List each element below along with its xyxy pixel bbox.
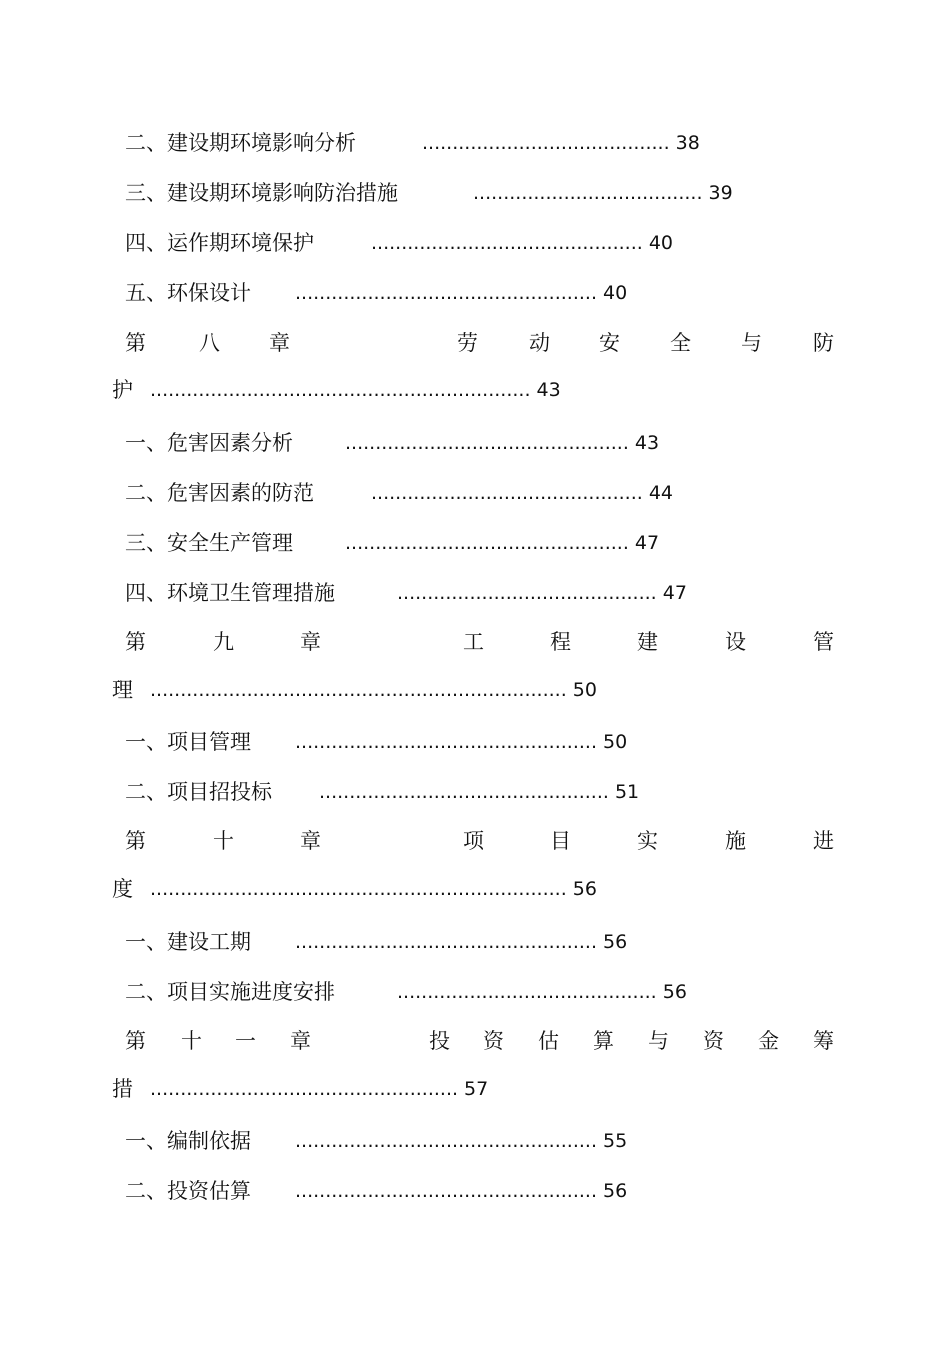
chapter-char: 安 bbox=[599, 331, 620, 355]
toc-entry-title: 一、项目管理 bbox=[125, 730, 251, 754]
toc-chapter-continuation[interactable] bbox=[112, 1074, 489, 1104]
toc-entry-leader-page: .................................................. 40 bbox=[295, 282, 628, 304]
chapter-char: 章 bbox=[300, 829, 321, 853]
chapter-char: 第 bbox=[125, 630, 146, 654]
chapter-char: 劳 bbox=[457, 331, 478, 355]
chapter-char: 工 bbox=[463, 630, 484, 654]
toc-chapter-heading[interactable] bbox=[125, 627, 837, 657]
chapter-char: 投 bbox=[429, 1029, 450, 1053]
toc-entry-title: 五、环保设计 bbox=[125, 281, 251, 305]
toc-entry-leader-page: ................................................ 51 bbox=[319, 781, 640, 803]
chapter-char: 算 bbox=[593, 1029, 614, 1053]
chapter-char: 第 bbox=[125, 1029, 146, 1053]
toc-entry-title: 一、建设工期 bbox=[125, 930, 251, 954]
toc-entry[interactable] bbox=[125, 228, 673, 258]
chapter-char: 建 bbox=[637, 630, 658, 654]
chapter-char: 筹 bbox=[813, 1029, 834, 1053]
toc-entry-title: 三、建设期环境影响防治措施 bbox=[125, 181, 398, 205]
toc-entry-title: 三、安全生产管理 bbox=[125, 531, 293, 555]
chapter-char: 目 bbox=[550, 829, 571, 853]
toc-entry-leader-page: ........................................... 56 bbox=[397, 981, 687, 1003]
chapter-char: 资 bbox=[483, 1029, 504, 1053]
toc-entry-title: 二、项目招投标 bbox=[125, 780, 272, 804]
toc-entry[interactable] bbox=[125, 478, 673, 508]
toc-entry-title: 二、项目实施进度安排 bbox=[125, 980, 335, 1004]
toc-entry-leader-page: .................................................. 50 bbox=[295, 731, 628, 753]
chapter-char: 第 bbox=[125, 829, 146, 853]
chapter-char: 章 bbox=[300, 630, 321, 654]
toc-entry-leader-page: ............................................... 47 bbox=[345, 532, 660, 554]
toc-entry-leader-page: ............................................. 40 bbox=[371, 232, 673, 254]
toc-chapter-continuation[interactable] bbox=[112, 375, 561, 405]
toc-entry-leader-page: ................................................... 57 bbox=[150, 1078, 489, 1100]
chapter-tail-char: 护 bbox=[112, 378, 133, 402]
chapter-tail-char: 度 bbox=[112, 877, 133, 901]
toc-chapter-heading[interactable] bbox=[125, 1026, 837, 1056]
toc-entry-leader-page: .................................................. 56 bbox=[295, 931, 628, 953]
toc-entry-leader-page: ........................................... 47 bbox=[397, 582, 687, 604]
chapter-char: 防 bbox=[813, 331, 834, 355]
chapter-char: 十 bbox=[181, 1029, 202, 1053]
chapter-tail-char: 措 bbox=[112, 1077, 133, 1101]
toc-entry[interactable] bbox=[125, 128, 700, 158]
toc-entry[interactable] bbox=[125, 777, 640, 807]
chapter-char: 动 bbox=[529, 331, 550, 355]
chapter-char: 设 bbox=[725, 630, 746, 654]
toc-entry[interactable] bbox=[125, 1126, 628, 1156]
chapter-char: 金 bbox=[758, 1029, 779, 1053]
chapter-char: 进 bbox=[813, 829, 834, 853]
chapter-char: 章 bbox=[290, 1029, 311, 1053]
chapter-char: 第 bbox=[125, 331, 146, 355]
toc-entry-title: 二、危害因素的防范 bbox=[125, 481, 314, 505]
chapter-char: 项 bbox=[463, 829, 484, 853]
toc-chapter-continuation[interactable] bbox=[112, 874, 597, 904]
chapter-char: 全 bbox=[670, 331, 691, 355]
toc-entry-leader-page: ..................................................................... 56 bbox=[150, 878, 597, 900]
chapter-char: 资 bbox=[703, 1029, 724, 1053]
toc-entry[interactable] bbox=[125, 428, 660, 458]
toc-entry-leader-page: ............................................................... 43 bbox=[150, 379, 561, 401]
chapter-char: 九 bbox=[213, 630, 234, 654]
toc-entry-leader-page: ......................................... 38 bbox=[422, 132, 700, 154]
chapter-char: 章 bbox=[269, 331, 290, 355]
toc-entry[interactable] bbox=[125, 927, 628, 957]
chapter-char: 估 bbox=[538, 1029, 559, 1053]
toc-entry-leader-page: ............................................. 44 bbox=[371, 482, 673, 504]
toc-entry-leader-page: .................................................. 56 bbox=[295, 1180, 628, 1202]
toc-entry[interactable] bbox=[125, 528, 660, 558]
toc-entry[interactable] bbox=[125, 727, 628, 757]
chapter-char: 与 bbox=[741, 331, 762, 355]
chapter-char: 实 bbox=[637, 829, 658, 853]
toc-entry[interactable] bbox=[125, 278, 628, 308]
toc-entry-title: 一、危害因素分析 bbox=[125, 431, 293, 455]
chapter-char: 十 bbox=[213, 829, 234, 853]
toc-entry[interactable] bbox=[125, 977, 687, 1007]
toc-entry-leader-page: ............................................... 43 bbox=[345, 432, 660, 454]
toc-entry-leader-page: ..................................................................... 50 bbox=[150, 679, 597, 701]
chapter-char: 施 bbox=[725, 829, 746, 853]
toc-entry-leader-page: ...................................... 39 bbox=[473, 182, 733, 204]
chapter-char: 八 bbox=[199, 331, 220, 355]
toc-entry-title: 四、运作期环境保护 bbox=[125, 231, 314, 255]
chapter-tail-char: 理 bbox=[112, 678, 133, 702]
toc-chapter-heading[interactable] bbox=[125, 328, 837, 358]
toc-entry-title: 四、环境卫生管理措施 bbox=[125, 581, 335, 605]
toc-entry[interactable] bbox=[125, 178, 733, 208]
chapter-char: 程 bbox=[550, 630, 571, 654]
toc-chapter-heading[interactable] bbox=[125, 826, 837, 856]
toc-entry[interactable] bbox=[125, 578, 687, 608]
toc-entry-leader-page: .................................................. 55 bbox=[295, 1130, 628, 1152]
toc-chapter-continuation[interactable] bbox=[112, 675, 597, 705]
toc-entry-title: 二、投资估算 bbox=[125, 1179, 251, 1203]
toc-entry-title: 二、建设期环境影响分析 bbox=[125, 131, 356, 155]
toc-entry[interactable] bbox=[125, 1176, 628, 1206]
toc-entry-title: 一、编制依据 bbox=[125, 1129, 251, 1153]
chapter-char: 管 bbox=[813, 630, 834, 654]
chapter-char: 一 bbox=[235, 1029, 256, 1053]
chapter-char: 与 bbox=[648, 1029, 669, 1053]
